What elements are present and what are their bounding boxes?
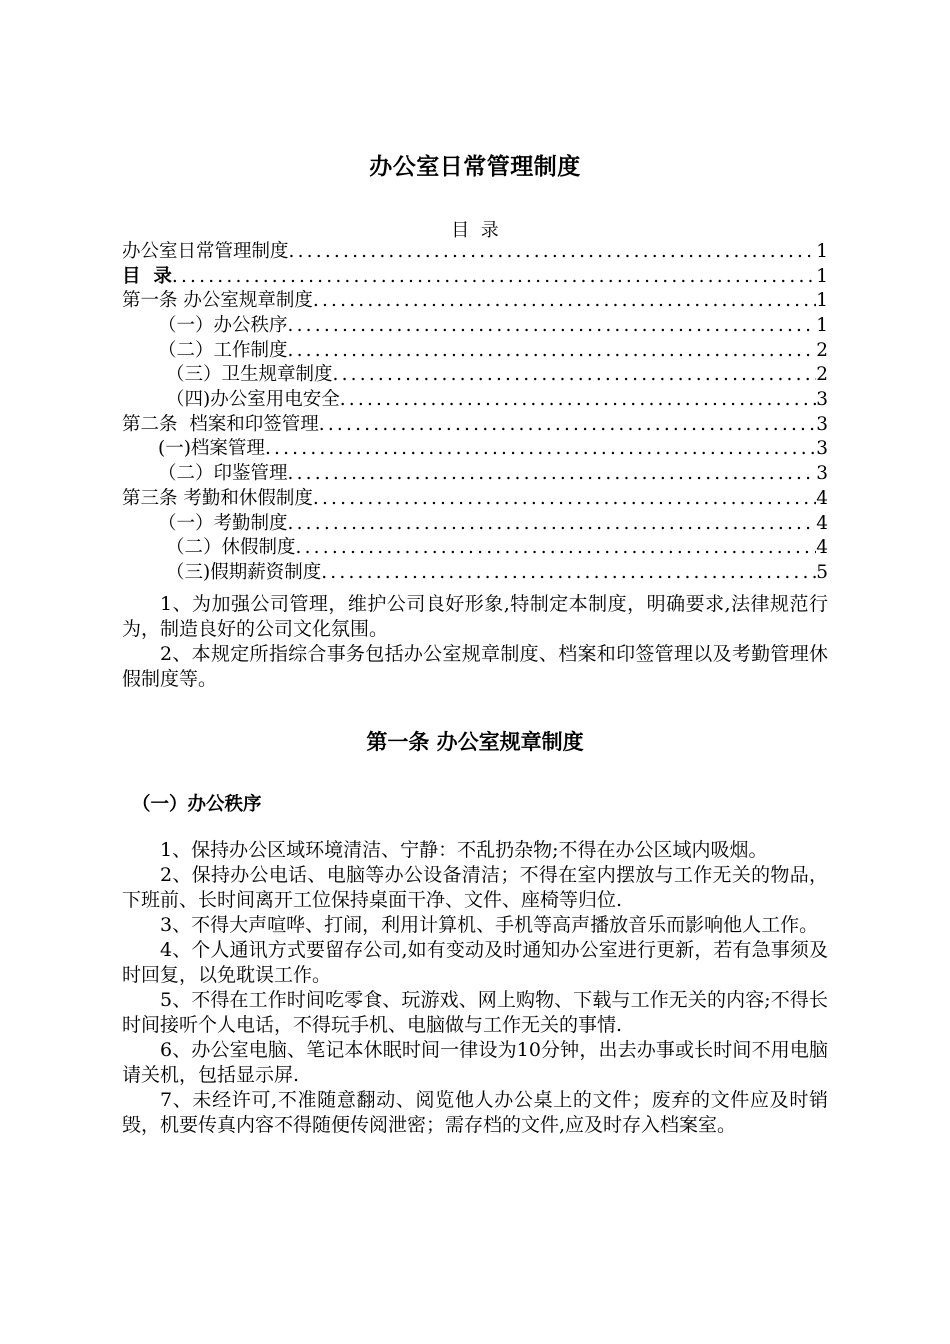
toc-leader-dots xyxy=(321,561,816,586)
toc-entry-page: 1 xyxy=(816,240,828,262)
toc-entry-label: 第三条 考勤和休假制度 xyxy=(122,487,313,509)
toc-entry-page: 1 xyxy=(816,265,828,287)
toc-entry-page: 4 xyxy=(816,512,828,534)
toc-entry-label: （二）印鉴管理 xyxy=(158,463,288,485)
toc-leader-dots xyxy=(333,363,817,388)
toc-entry-label: (一)档案管理 xyxy=(158,438,265,460)
table-of-contents xyxy=(122,240,828,586)
subsection-heading: （一）办公秩序 xyxy=(132,794,262,815)
toc-entry[interactable] xyxy=(122,512,828,537)
toc-leader-dots xyxy=(319,413,816,438)
rules-list xyxy=(122,838,828,1138)
toc-entry-label: 目 录 xyxy=(122,265,172,287)
toc-leader-dots xyxy=(288,339,817,364)
toc-entry-label: （三)假期薪资制度 xyxy=(166,561,322,583)
toc-leader-dots xyxy=(296,536,817,561)
toc-heading: 目 录 xyxy=(451,220,499,241)
toc-entry[interactable] xyxy=(122,561,828,586)
intro-paragraph: 1、为加强公司管理，维护公司良好形象,特制定本制度，明确要求,法律规范行为，制造良好的公司文化氛围。 xyxy=(122,593,828,640)
toc-leader-dots xyxy=(288,314,817,339)
toc-entry-label: 第一条 办公室规章制度 xyxy=(122,290,313,312)
toc-entry[interactable] xyxy=(122,363,828,388)
toc-entry[interactable] xyxy=(122,462,828,487)
toc-entry-label: （一）考勤制度 xyxy=(158,512,288,534)
toc-entry-page: 1 xyxy=(816,315,828,337)
toc-entry[interactable] xyxy=(122,265,828,290)
toc-entry-label: （一）办公秩序 xyxy=(158,315,288,337)
toc-entry[interactable] xyxy=(122,314,828,339)
rule-paragraph: 1、保持办公区域环境清洁、宁静：不乱扔杂物;不得在办公区域内吸烟。 xyxy=(160,839,768,861)
toc-entry-page: 3 xyxy=(816,463,828,485)
toc-entry[interactable] xyxy=(122,536,828,561)
toc-entry-label: （二）休假制度 xyxy=(166,537,296,559)
toc-entry[interactable] xyxy=(122,289,828,314)
intro-paragraph: 2、本规定所指综合事务包括办公室规章制度、档案和印签管理以及考勤管理休假制度等。 xyxy=(122,643,828,690)
intro-paragraphs xyxy=(122,592,828,692)
toc-leader-dots xyxy=(172,265,816,290)
toc-entry-page: 5 xyxy=(816,561,828,583)
toc-entry-page: 3 xyxy=(816,389,828,411)
toc-leader-dots xyxy=(313,289,816,314)
toc-entry-label: （四)办公室用电安全 xyxy=(166,389,340,411)
document-title: 办公室日常管理制度 xyxy=(369,154,581,180)
rule-paragraph: 5、不得在工作时间吃零食、玩游戏、网上购物、下载与工作无关的内容;不得长时间接听个人电话，不得玩手机、电脑做与工作无关的事情. xyxy=(122,989,828,1036)
section-heading: 第一条 办公室规章制度 xyxy=(366,730,584,754)
rule-paragraph: 3、不得大声喧哗、打闹，利用计算机、手机等高声播放音乐而影响他人工作。 xyxy=(160,914,819,936)
toc-leader-dots xyxy=(288,462,817,487)
toc-entry-page: 3 xyxy=(816,438,828,460)
toc-leader-dots xyxy=(265,437,816,462)
toc-entry[interactable] xyxy=(122,413,828,438)
toc-entry-label: （三）卫生规章制度 xyxy=(166,364,333,386)
toc-entry[interactable] xyxy=(122,339,828,364)
toc-leader-dots xyxy=(313,487,816,512)
rule-paragraph: 6、办公室电脑、笔记本休眠时间一律设为10分钟，出去办事或长时间不用电脑请关机，包括显示屏. xyxy=(122,1039,828,1086)
toc-entry-label: （二）工作制度 xyxy=(158,339,288,361)
toc-entry[interactable] xyxy=(122,388,828,413)
toc-entry-page: 2 xyxy=(816,364,828,386)
toc-leader-dots xyxy=(340,388,817,413)
toc-entry[interactable] xyxy=(122,487,828,512)
rule-paragraph: 4、个人通讯方式要留存公司,如有变动及时通知办公室进行更新，若有急事须及时回复，以免耽误工作。 xyxy=(122,939,828,986)
toc-entry-label: 办公室日常管理制度 xyxy=(122,240,289,262)
toc-entry[interactable] xyxy=(122,240,828,265)
rule-paragraph: 7、未经许可,不准随意翻动、阅览他人办公桌上的文件；废弃的文件应及时销毁，机要传真内容不得随便传阅泄密；需存档的文件,应及时存入档案室。 xyxy=(122,1089,828,1136)
toc-entry-page: 2 xyxy=(816,339,828,361)
rule-paragraph: 2、保持办公电话、电脑等办公设备清洁；不得在室内摆放与工作无关的物品，下班前、长时间离开工位保持桌面干净、文件、座椅等归位. xyxy=(122,864,828,911)
toc-leader-dots xyxy=(289,240,817,265)
toc-entry-page: 1 xyxy=(816,290,828,312)
toc-entry-page: 4 xyxy=(816,537,828,559)
toc-entry-page: 3 xyxy=(816,413,828,435)
toc-entry-page: 4 xyxy=(816,487,828,509)
toc-entry[interactable] xyxy=(122,438,828,463)
toc-leader-dots xyxy=(288,512,817,537)
toc-entry-label: 第二条 档案和印签管理 xyxy=(122,413,319,435)
